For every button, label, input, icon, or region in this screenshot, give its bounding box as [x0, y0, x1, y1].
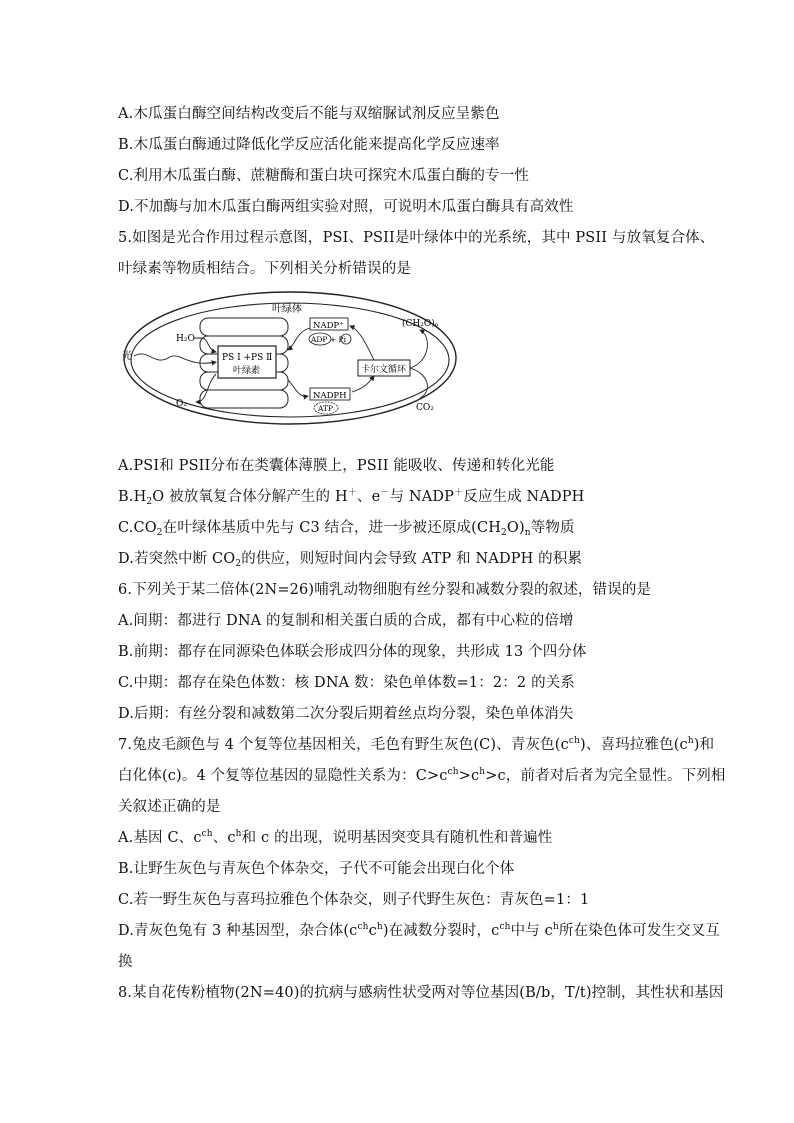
- q5-option-a: A.PSI和 PSII分布在类囊体薄膜上，PSII 能吸收、传递和转化光能: [118, 458, 555, 474]
- q7-option-a: A.基因 C、$c^{ch}$、$c^h$和 c 的出现，说明基因突变具有随机性和普遍性: [118, 829, 553, 846]
- q4-option-a: A.木瓜蛋白酶空间结构改变后不能与双缩脲试剂反应呈紫色: [118, 106, 500, 122]
- q6-option-c: C.中期：都存在染色体数：核 DNA 数：染色单体数=1：2：2 的关系: [118, 675, 576, 691]
- q5-option-c: $C.CO_2$在叶绿体基质中先与 C3 结合，进一步被还原成$(CH_2O)_n$等物质: [118, 520, 575, 538]
- q5-stem-line1: 5.如图是光合作用过程示意图，PSI、PSII是叶绿体中的光系统，其中 PSII 与放氧复合体、: [118, 230, 715, 246]
- q7-stem-line3: 关叙述正确的是: [118, 799, 221, 815]
- thylakoid-5: [200, 390, 288, 408]
- atp-label: ATP: [318, 404, 334, 413]
- diagram-title: 叶绿体: [272, 304, 302, 315]
- q6-stem: 6.下列关于某二倍体(2N=26)哺乳动物细胞有丝分裂和减数分裂的叙述，错误的是: [118, 582, 652, 598]
- q6-option-b: B.前期：都存在同源染色体联会形成四分体的现象，共形成 13 个四分体: [118, 644, 587, 660]
- q6-option-a: A.间期：都进行 DNA 的复制和相关蛋白质的合成，都有中心粒的倍增: [118, 613, 574, 629]
- adp-pi-label: ADP + Pi: [311, 335, 346, 344]
- q7-option-d-line1: D.青灰色兔有 3 种基因型，杂合体$(c^{ch}c^h)$在减数分裂时，$c^{ch}$中与 $c^h$所在染色体可发生交叉互: [118, 922, 721, 939]
- o2-label: O₂: [176, 399, 187, 409]
- q6-option-d: D.后期：有丝分裂和减数第二次分裂后期着丝点均分裂，染色单体消失: [118, 706, 574, 722]
- q5-option-d: D.若突然中断 $CO_2$的供应，则短时间内会导致 ATP 和 NADPH 的积累: [118, 551, 583, 569]
- q7-option-d-line2: 换: [118, 954, 133, 970]
- ch2o-label: (CH₂O)ₙ: [402, 319, 439, 329]
- q4-option-d: D.不加酶与加木瓜蛋白酶两组实验对照，可说明木瓜蛋白酶具有高效性: [118, 199, 574, 215]
- q8-stem: 8.某自花传粉植物(2N=40)的抗病与感病性状受两对等位基因(B/b，T/t)控制，其性状和基因: [118, 985, 724, 1001]
- photosystem-label: PS Ⅰ +PS Ⅱ: [222, 353, 273, 363]
- nadph-label: NADPH: [313, 391, 347, 401]
- q4-option-b: B.木瓜蛋白酶通过降低化学反应活化能来提高化学反应速率: [118, 137, 500, 153]
- q7-stem-line1: 7.兔皮毛颜色与 4 个复等位基因相关，毛色有野生灰色(C)、青灰色$(c^{ch})$、喜玛拉雅色$(c^h)$和: [118, 736, 715, 753]
- nadp-label: NADP⁺: [313, 321, 344, 331]
- thylakoid-1: [200, 318, 288, 336]
- co2-label: CO₂: [416, 403, 434, 413]
- h2o-label: H₂O: [176, 334, 195, 344]
- light-label: 光: [122, 351, 132, 362]
- q4-option-c: C.利用木瓜蛋白酶、蔗糖酶和蛋白块可探究木瓜蛋白酶的专一性: [118, 168, 530, 184]
- q5-option-b: $B.H_2O$ 被放氧复合体分解产生的 H＋、e－与 NADP＋反应生成 NADPH: [118, 488, 585, 507]
- q7-option-c: C.若一野生灰色与喜玛拉雅色个体杂交，则子代野生灰色：青灰色=1：1: [118, 892, 590, 908]
- q5-stem-line2: 叶绿素等物质相结合。下列相关分析错误的是: [118, 261, 411, 277]
- q7-option-b: B.让野生灰色与青灰色个体杂交，子代不可能会出现白化个体: [118, 861, 515, 877]
- chloroplast-diagram: [120, 288, 460, 428]
- q7-stem-line2: 白化体(c)。4 个复等位基因的显隐性关系为：$C>c^{ch}>c^h>c$，前者对后者为完全显性。下列相: [118, 767, 726, 784]
- chlorophyll-label: 叶绿素: [233, 366, 261, 376]
- calvin-cycle-label: 卡尔文循环: [361, 365, 407, 375]
